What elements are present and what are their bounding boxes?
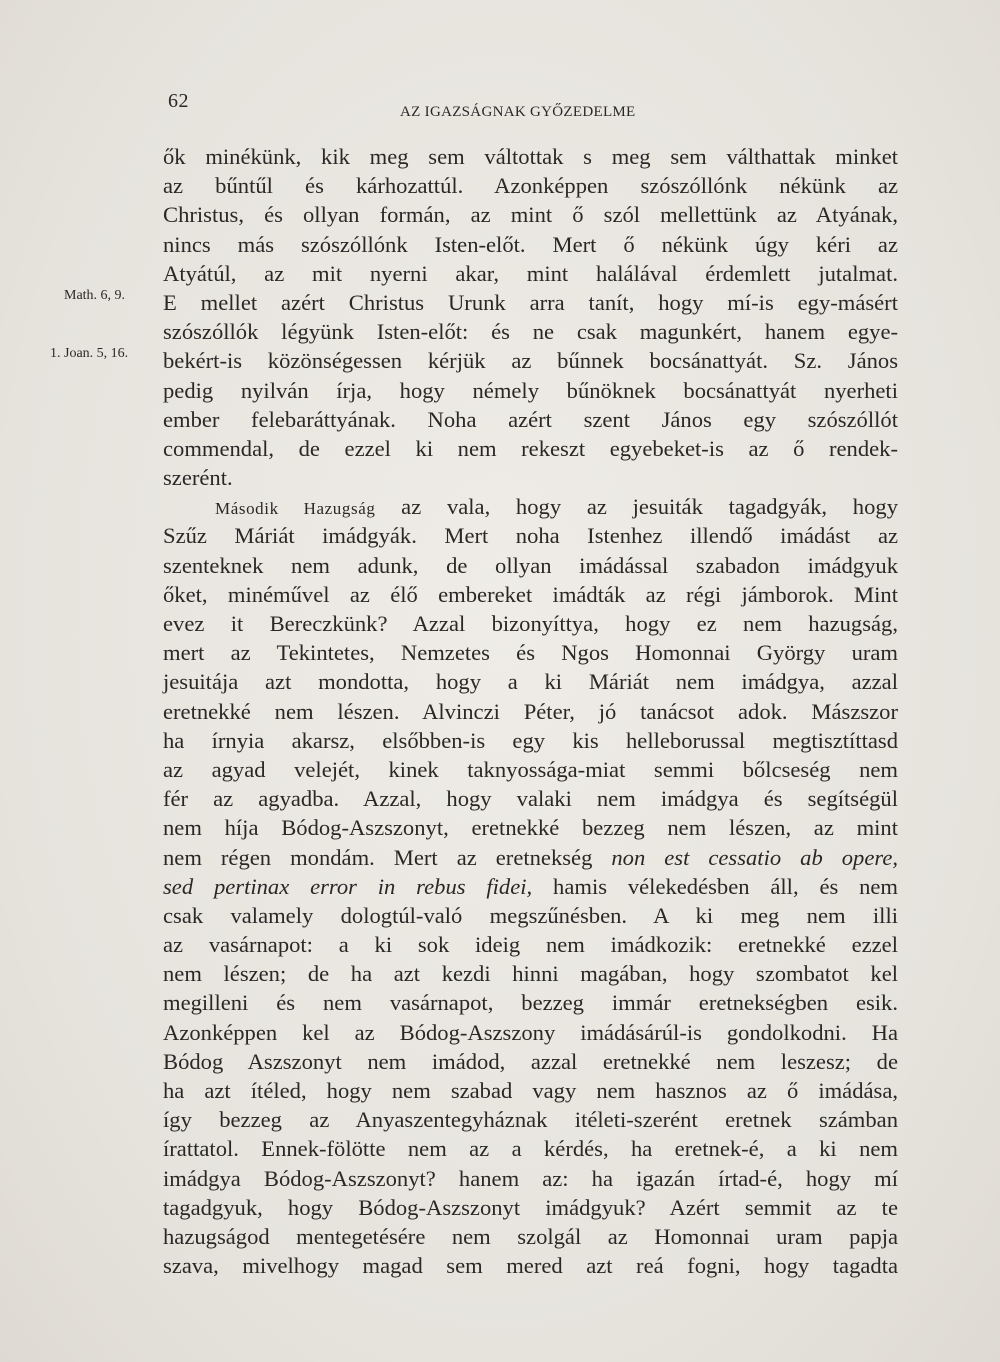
- text-line: [163, 843, 898, 872]
- text-fragment: hamis vélekedésben áll, és nem: [553, 873, 898, 899]
- text-line: Azonképpen kel az Bódog-Aszszony imádásárúl-is gondolkodni. Ha: [163, 1019, 898, 1045]
- smallcaps-heading: Második Hazugság: [215, 499, 376, 519]
- text-line: jesuitája azt mondotta, hogy a ki Máriát nem imádgya, azzal: [163, 669, 898, 695]
- text-line: ők minékünk, kik meg sem váltottak s meg sem válthattak minket: [163, 144, 898, 169]
- running-title: AZ IGAZSÁGNAK GYŐZEDELME: [400, 104, 636, 120]
- text-line: csak valamely dologtúl-való megszűnésben. A ki meg nem illi: [163, 902, 898, 928]
- text-line: commendal, de ezzel ki nem rekeszt egyebeket-is az ő rendek-: [163, 435, 898, 461]
- text-line: tagadgyuk, hogy Bódog-Aszszonyt imádgyuk? Azért semmit az te: [163, 1194, 898, 1220]
- text-line: megilleni és nem vasárnapot, bezzeg immár eretnekségben esik.: [163, 990, 898, 1016]
- page-number: 62: [168, 90, 189, 112]
- text-line: fér az agyadba. Azzal, hogy valaki nem imádgya és segítségül: [163, 786, 898, 812]
- text-line: Christus, és ollyan formán, az mint ő szól mellettünk az Atyának,: [163, 202, 898, 228]
- text-line: Atyátúl, az mit nyerni akar, mint halálával érdemlett jutalmat.: [163, 260, 898, 286]
- text-line: írattatol. Ennek-fölötte nem az a kérdés, ha eretnek-é, a ki nem: [163, 1136, 898, 1162]
- text-line: őket, minéművel az élő embereket imádták az régi jámborok. Mint: [163, 581, 898, 607]
- text-line: szenteknek nem adunk, de ollyan imádással szabadon imádgyuk: [163, 552, 898, 578]
- latin-phrase: non est cessatio ab opere,: [611, 844, 898, 870]
- latin-phrase: sed pertinax error in rebus fidei,: [163, 873, 533, 899]
- body-text: [163, 142, 898, 1280]
- text-line: [163, 492, 898, 521]
- text-line: imádgya Bódog-Aszszonyt? hanem az: ha igazán írtad-é, hogy mí: [163, 1165, 898, 1191]
- text-line: bekért-is közönségessen kérjük az bűnnek bocsánattyát. Sz. János: [163, 348, 898, 374]
- text-line: nem híja Bódog-Aszszonyt, eretnekké bezzeg nem lészen, az mint: [163, 815, 898, 841]
- text-line: az agyad velejét, kinek taknyossága-miat semmi bőlcseség nem: [163, 756, 898, 782]
- text-line: az bűntűl és kárhozattúl. Azonképpen szószóllónk nékünk az: [163, 173, 898, 199]
- text-line: pedig nyilván írja, hogy némely bűnöknek bocsánattyát nyerheti: [163, 377, 898, 403]
- text-line: az vasárnapot: a ki sok ideig nem imádkozik: eretnekké ezzel: [163, 932, 898, 958]
- text-line: nincs más szószóllónk Isten-előt. Mert ő nékünk úgy kéri az: [163, 231, 898, 257]
- text-line: szerént.: [163, 465, 233, 491]
- text-line: szava, mivelhogy magad sem mered azt reá fogni, hogy tagadta: [163, 1253, 898, 1279]
- text-fragment: az vala, hogy az jesuiták tagadgyák, hogy: [401, 494, 898, 520]
- text-fragment: nem régen mondám. Mert az eretnekség: [163, 844, 593, 870]
- text-line: ha írnyia akarsz, elsőbben-is egy kis helleborussal megtisztíttasd: [163, 727, 898, 753]
- text-line: evez it Bereczkünk? Azzal bizonyíttya, hogy ez nem hazugság,: [163, 611, 898, 636]
- text-line: mert az Tekintetes, Nemzetes és Ngos Homonnai György uram: [163, 640, 898, 666]
- text-line: ember felebaráttyának. Noha azért szent János egy szószóllót: [163, 406, 898, 432]
- text-line: ha azt ítéled, hogy nem szabad vagy nem hasznos az ő imádása,: [163, 1078, 898, 1103]
- margin-note-math: Math. 6, 9.: [64, 288, 126, 303]
- text-line: hazugságod mentegetésére nem szolgál az Homonnai uram papja: [163, 1223, 898, 1249]
- text-line: nem lészen; de ha azt kezdi hinni magában, hogy szombatot kel: [163, 961, 898, 987]
- text-line: Szűz Máriát imádgyák. Mert noha Istenhez illendő imádást az: [163, 523, 898, 549]
- margin-note-joan: 1. Joan. 5, 16.: [50, 346, 129, 361]
- text-line: szószóllók légyünk Isten-előt: és ne csak magunkért, hanem egye-: [163, 319, 898, 345]
- text-line: [163, 872, 898, 901]
- text-line: E mellet azért Christus Urunk arra tanít, hogy mí-is egy-másért: [163, 289, 898, 315]
- text-line: eretnekké nem lészen. Alvinczi Péter, jó tanácsot adok. Mászszor: [163, 698, 898, 724]
- text-line: Bódog Aszszonyt nem imádod, azzal eretnekké nem leszesz; de: [163, 1048, 898, 1074]
- text-line: így bezzeg az Anyaszentegyháznak itéleti-szerént eretnek számban: [163, 1107, 898, 1133]
